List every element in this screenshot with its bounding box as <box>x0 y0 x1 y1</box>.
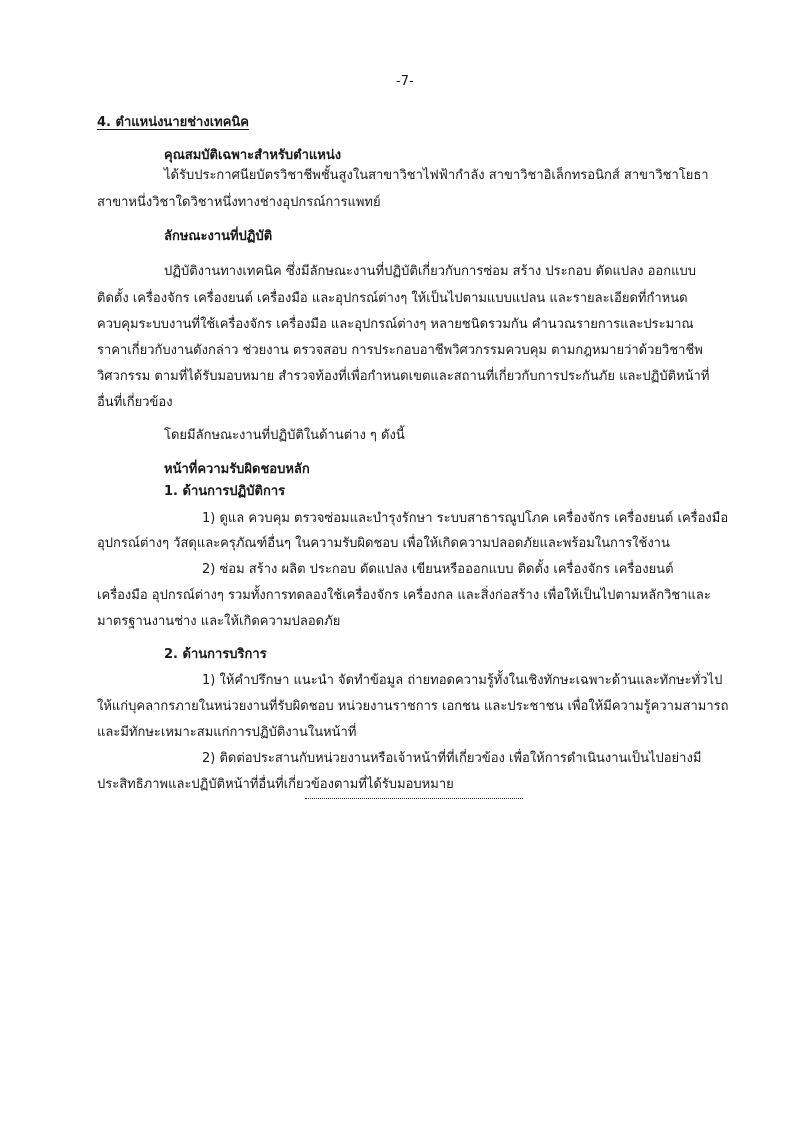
services-item-1: 1) ให้คำปรึกษา แนะนำ จัดทำข้อมูล ถ่ายทอดความรู้ทั้งในเชิงทักษะเฉพาะด้านและทักษะทั่วไป <box>202 673 723 688</box>
qualification-heading: คุณสมบัติเฉพาะสำหรับตำแหน่ง <box>164 148 342 163</box>
work-nature-heading: ลักษณะงานที่ปฏิบัติ <box>164 229 273 244</box>
operations-item-2: 2) ซ่อม สร้าง ผลิต ประกอบ ดัดแปลง เขียนหรือออกแบบ ติดตั้ง เครื่องจักร เครื่องยนต์ <box>202 562 674 577</box>
section-heading: 4. ตำแหน่งนายช่างเทคนิค <box>97 115 250 130</box>
operations-item-1: 1) ดูแล ควบคุม ตรวจซ่อมและบำรุงรักษา ระบบสาธารณูปโภค เครื่องจักร เครื่องยนต์ เครื่องมือ <box>202 511 729 526</box>
services-item-1: และมีทักษะเหมาะสมแก่การปฏิบัติงานในหน้าที่ <box>97 725 357 740</box>
operations-item-2: เครื่องมือ อุปกรณ์ต่างๆ รวมทั้งการทดลองใช้เครื่องจักร เครื่องกล และสิ่งก่อสร้าง เพื่อให้เป็นไปตามหลักวิชาและ <box>97 588 711 603</box>
services-item-2: 2) ติดต่อประสานกับหน่วยงานหรือเจ้าหน้าที่ที่เกี่ยวข้อง เพื่อให้การดำเนินงานเป็นไปอย่างมี <box>202 751 702 766</box>
work-nature-intro: โดยมีลักษณะงานที่ปฏิบัติในด้านต่าง ๆ ดังนี้ <box>164 428 405 443</box>
work-nature-line: อื่นที่เกี่ยวข้อง <box>97 395 173 410</box>
operations-item-2: มาตรฐานงานช่าง และให้เกิดความปลอดภัย <box>97 614 341 629</box>
end-divider <box>305 798 523 799</box>
operations-item-1: อุปกรณ์ต่างๆ วัสดุและครุภัณฑ์อื่นๆ ในความรับผิดชอบ เพื่อให้เกิดความปลอดภัยและพร้อมในการใช้งาน <box>97 536 670 551</box>
services-item-1: ให้แก่บุคลากรภายในหน่วยงานที่รับผิดชอบ หน่วยงานราชการ เอกชน และประชาชน เพื่อให้มีความรู้ความสามารถ <box>97 699 729 714</box>
work-nature-line: ควบคุมระบบงานที่ใช้เครื่องจักร เครื่องมือ และอุปกรณ์ต่างๆ หลายชนิดรวมกัน คำนวณรายการและประมาณ <box>97 317 694 332</box>
work-nature-line: ราคาเกี่ยวกับงานดังกล่าว ช่วยงาน ตรวจสอบ การประกอบอาชีพวิศวกรรมควบคุม ตามกฎหมายว่าด้วยวิชาชีพ <box>97 343 703 358</box>
qualification-line: สาขาหนึ่งวิชาใดวิชาหนึ่งทางช่างอุปกรณ์การแพทย์ <box>97 195 381 210</box>
work-nature-line: ปฏิบัติงานทางเทคนิค ซึ่งมีลักษณะงานที่ปฏิบัติเกี่ยวกับการซ่อม สร้าง ประกอบ ดัดแปลง ออกแบบ <box>164 264 696 279</box>
page-number: -7- <box>396 74 414 89</box>
qualification-line: ได้รับประกาศนียบัตรวิชาชีพชั้นสูงในสาขาวิชาไฟฟ้ากำลัง สาขาวิชาอิเล็กทรอนิกส์ สาขาวิชาโยธา <box>164 168 709 183</box>
services-item-2: ประสิทธิภาพและปฏิบัติหน้าที่อื่นที่เกี่ยวข้องตามที่ได้รับมอบหมาย <box>97 777 454 792</box>
work-nature-line: ติดตั้ง เครื่องจักร เครื่องยนต์ เครื่องมือ และอุปกรณ์ต่างๆ ให้เป็นไปตามแบบแปลน และรายละเอียดที่กำหนด <box>97 291 688 306</box>
responsibilities-heading: หน้าที่ความรับผิดชอบหลัก <box>164 462 310 477</box>
work-nature-line: วิศวกรรม ตามที่ได้รับมอบหมาย สำรวจท้องที่เพื่อกำหนดเขตและสถานที่เกี่ยวกับการประกันภัย และปฏิบัติหน้าที่ <box>97 369 710 384</box>
services-heading: 2. ด้านการบริการ <box>164 647 267 662</box>
operations-heading: 1. ด้านการปฏิบัติการ <box>164 484 286 499</box>
